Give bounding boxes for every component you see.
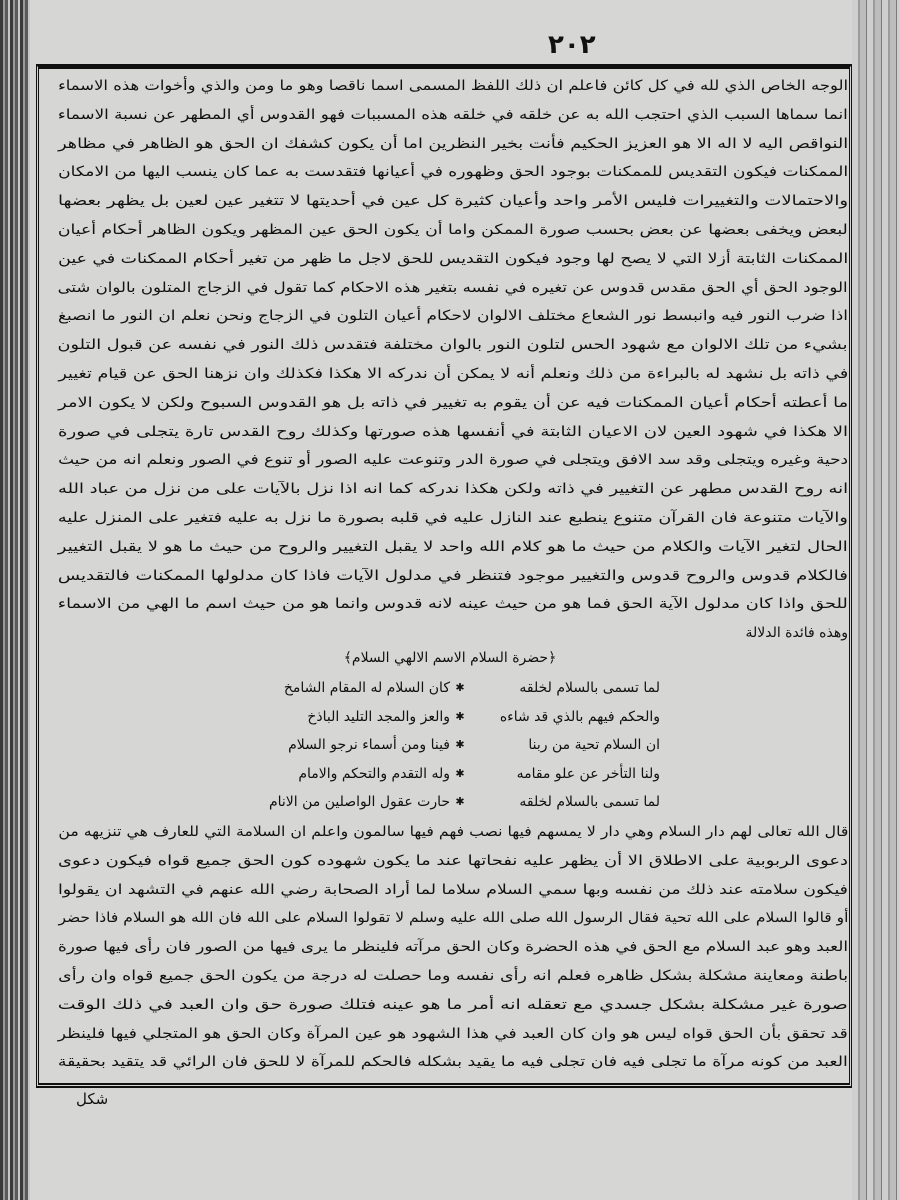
verse-first-hemistich: لما تسمى بالسلام لخلقه	[519, 680, 660, 696]
text-line	[58, 590, 848, 618]
text-line-content: دحية وغيره ويتجلى وقد سد الافق ويتجلى في صورة الدر وتنوعت عليه الصور أو تنوع في الصور ونعلم انه من حيث	[58, 452, 848, 469]
text-line	[58, 1048, 848, 1076]
section-title: ﴿حضرة السلام الاسم الالهي السلام﴾	[343, 650, 557, 666]
text-line	[58, 130, 848, 158]
text-line	[58, 360, 848, 388]
text-line-content: والآيات متنوعة فان القرآن متنوع ينطبع عند النازل عليه في قلبه بصورة ما نزل به عليه فتغير على المنزل عليه	[58, 510, 848, 526]
text-line	[58, 418, 848, 446]
verse-second-hemistich: فينا ومن أسماء نرجو السلام	[288, 737, 450, 753]
text-line-content: قد تحقق بأن الحق قواه ليس هو وان كان العبد في هذا الشهود هو عين المرآة وكان الحق هو المتجلي فيها فلينظر	[58, 1025, 848, 1042]
text-line-content: الممكنات فيكون التقديس للممكنات بوجود الحق وظهوره في أعيانها فتقدست به عما كان ينسب اليها من الامكان	[58, 164, 848, 181]
text-line	[58, 533, 848, 561]
text-line-content: انه روح القدس مطهر عن التغيير في ذاته ولكن هكذا ندركه كما انه اذا نزل بالآيات على من نزل من عباد الله	[58, 481, 848, 498]
text-line	[58, 187, 848, 215]
text-line-content: الممكنات الثابتة أزلا التي لا يصح لها وجود فيكون التقديس للحق لاجل ما ظهر من تغير أحكام الممكنات في عين	[57, 250, 848, 267]
verse-line	[200, 760, 660, 788]
text-line	[58, 158, 848, 186]
verse-second-hemistich: كان السلام له المقام الشامخ	[283, 680, 450, 696]
verse-separator-icon: ✱	[455, 709, 465, 723]
text-line-content: وهذه فائدة الدلالة	[745, 625, 848, 642]
verse-line	[200, 788, 660, 816]
text-line-content: العبد من كونه مرآة ما تجلى فيه فان تجلى فيه ما يقيد بشكله فالحكم للمرآة لا للحق فان الرائي قد يتقيد بحقيقة	[58, 1054, 848, 1071]
text-line-content: للحق واذا كان مدلول الآية الحق فما هو من حيث عينه لانه قدوس وانما هو من حيث اسم ما الهي من الاسماء	[58, 596, 848, 613]
text-line	[58, 389, 848, 417]
text-line-content: صورة غير مشكلة بشكل جسدي مع تعقله انه أمر ما هو عينه فتلك صورة حق وان العبد في ذلك الوقت	[58, 996, 848, 1013]
text-line	[58, 847, 848, 875]
text-line-content: الحال لتغير الآيات والكلام من حيث ما هو كلام الله واحد لا يقبل التغيير والروح من حيث ما هو لا يقبل التغيير	[58, 538, 848, 555]
text-line	[58, 619, 848, 647]
verse-separator-icon: ✱	[455, 766, 465, 780]
text-line	[58, 818, 848, 846]
text-line-content: الا هكذا في شهود العين لان الاعيان الثابتة في أنفسها هذه صورتها وكذلك روح القدس تارة يتجلى في صورة	[58, 423, 848, 440]
text-line-content: انما سماها السبب الذي احتجب الله به عن خلقه في خلقه هذه المسببات فهو القدوس أي المطهر عن نسبة الاسماء	[58, 106, 848, 123]
text-line-content: الوجه الخاص الذي لله في كل كائن فاعلم ان ذلك اللفظ المسمى اسما ناقصا وهو ما ومن والذي وأخوات هذه الاسماء	[58, 78, 848, 94]
verse-first-hemistich: والحكم فيهم بالذي قد شاءه	[499, 708, 660, 725]
text-line	[58, 1020, 848, 1048]
text-line-content: ما أعطته أحكام أعيان الممكنات فيه عن أن يقوم به تغيير في ذاته بل هو القدوس السبوح ولكن لا يكون الامر	[58, 394, 848, 411]
text-line	[58, 274, 848, 302]
verse-line	[200, 674, 660, 702]
text-line-content: والاحتمالات والتغييرات فليس الأمر واحد وأعيان كثيرة كل عين في أحديتها لا تتغير عين لعين بل يظهر بعضها	[58, 193, 848, 210]
text-line	[58, 933, 848, 961]
verse-first-hemistich: ان السلام تحية من ربنا	[528, 737, 660, 753]
text-line	[58, 101, 848, 129]
text-line-content: فيكون سلامته عند ذلك من نفسه وبها سمي السلام سلاما لما أراد الصحابة رضي الله عنهم في التشهد ان يقولوا	[58, 881, 848, 898]
verse-first-hemistich: لما تسمى بالسلام لخلقه	[519, 794, 660, 810]
verse-separator-icon: ✱	[455, 681, 465, 694]
verse-first-hemistich: ولنا التأخر عن علو مقامه	[516, 765, 660, 782]
text-line	[58, 475, 848, 503]
text-line	[58, 962, 848, 990]
text-line-content: دعوى الربوبية على الاطلاق الا أن يظهر عليه نفحاتها عند ما يكون شهوده كون الحق جميع قواه فيكون دعوى	[58, 852, 848, 869]
text-line	[58, 446, 848, 474]
text-line-content: الوجود الحق أي الحق مقدس قدوس عن تغيره في نفسه بتغير هذه الاحكام كما تقول في الزجاج المتلون بالوان شتى	[58, 279, 848, 296]
text-line-content: قال الله تعالى لهم دار السلام وهي دار لا يمسهم فيها نصب فهم فيها سالمون واعلم ان السلامة التي للعارف هي تنزيهه من	[58, 824, 848, 840]
text-line-content: في ذاته بل نشهد له بالبراءة من ذلك ونعلم أنه لا يمكن أن ندركه الا هكذا فكذلك وان نزهنا الحق عن قيام تغيير	[58, 366, 848, 382]
verse-line	[200, 703, 660, 731]
text-line	[58, 72, 848, 100]
text-line	[58, 991, 848, 1019]
page-stack-edge	[852, 0, 900, 1200]
verse-second-hemistich: وله التقدم والتحكم والامام	[298, 765, 450, 782]
text-line	[58, 876, 848, 904]
text-line	[58, 562, 848, 590]
verse-separator-icon: ✱	[455, 795, 465, 808]
text-line	[58, 504, 848, 532]
text-line-content: العبد وهو عبد السلام مع الحق في هذه الحضرة وكان الحق مرآته فلينظر ما يرى فيها من الصور فان رأى فيها صورة	[58, 939, 848, 956]
verse-second-hemistich: حارت عقول الواصلين من الانام	[268, 794, 450, 810]
text-line	[58, 216, 848, 244]
page-number: ٢٠٢	[548, 30, 596, 60]
text-line-content: أو قالوا السلام على الله تحية فقال الرسول الله صلى الله عليه وسلم لا تقولوا السلام على الله فان الله هو السلام فاذا حضر	[58, 910, 848, 927]
text-line-content: بشيء من تلك الالوان مع شهود الحس لتلون النور بالوان مختلفة فتقدس ذلك النور في نفسه عن قبول التلون	[58, 337, 848, 354]
text-line	[58, 904, 848, 932]
text-line-content: النواقص اليه لا اله الا هو العزيز الحكيم فأنت بخير النظرين اما أن يكون كشفك ان الحق هو الظاهر في مظاهر	[58, 135, 848, 152]
verse-separator-icon: ✱	[455, 738, 465, 751]
verse-second-hemistich: والعز والمجد التليد الباذخ	[307, 708, 450, 725]
text-line-content: اذا ضرب النور فيه وانبسط نور الشعاع مختلف الالوان لاحكام أعيان التلون في الزجاج ونحن نعلم ان النور ما انصبغ	[58, 308, 848, 325]
verse-line	[200, 731, 660, 759]
text-line-content: لبعض ويخفى بعضها عن بعض بحسب صورة الممكن واما أن يكون الحق عين المظهر ويكون الظاهر أحكام أعيان	[58, 222, 848, 238]
text-line-content: باطنة ومعاينة مشكلة بشكل ظاهره فعلم انه رأى نفسه وما حصلت له درجة من يكون الحق جميع قواه وان رأى	[58, 968, 848, 984]
text-line	[58, 331, 848, 359]
text-line	[58, 302, 848, 330]
text-line-content: فالكلام قدوس والروح قدوس والتغيير موجود فتنظر في مدلول الآيات فاذا كان مدلولها الممكنات فالتقديس	[58, 567, 848, 584]
book-spine-edge	[0, 0, 30, 1200]
catchword: شكل	[76, 1090, 109, 1108]
text-line	[58, 245, 848, 273]
